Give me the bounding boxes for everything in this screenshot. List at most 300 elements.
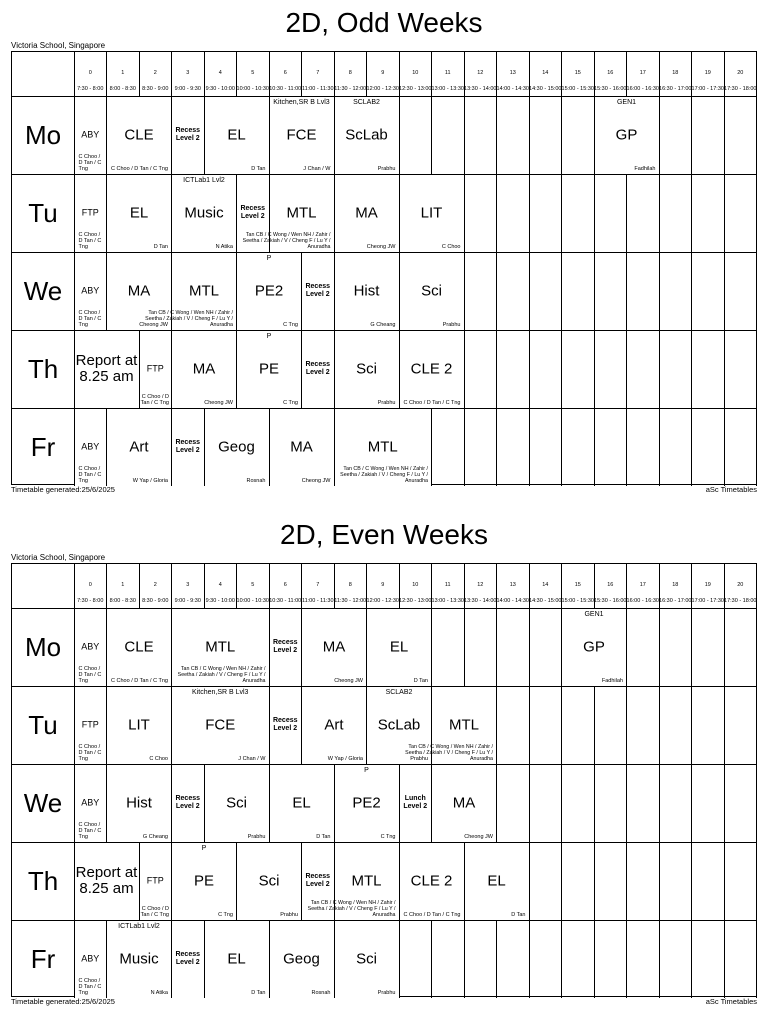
lesson-teacher: Prabhu	[247, 833, 266, 840]
period-number: 6	[283, 582, 287, 588]
period-time: 13:00 - 13:30	[431, 86, 464, 92]
asc-timetables-brand: aSc Timetables	[705, 485, 757, 494]
period-time: 11:00 - 11:30	[301, 598, 334, 604]
lesson-subject: MA	[355, 204, 378, 222]
lesson-cell[interactable]	[171, 921, 205, 998]
lesson-teacher: D Tan	[511, 911, 526, 918]
period-number: 5	[251, 582, 255, 588]
lesson-subject: FCE	[286, 126, 317, 144]
period-time: 8:00 - 8:30	[109, 86, 136, 92]
lesson-cell[interactable]	[399, 331, 465, 408]
lesson-teacher: Cheong JW	[204, 399, 233, 406]
lesson-cell[interactable]	[269, 409, 335, 486]
period-time: 9:00 - 9:30	[174, 86, 201, 92]
lesson-subject: PE2	[254, 282, 284, 300]
lesson-cell[interactable]	[74, 97, 108, 174]
lesson-subject: MA	[192, 360, 216, 378]
lesson-teacher: N Atika	[215, 243, 233, 250]
lesson-subject: Sci	[356, 360, 377, 378]
lesson-room: P	[364, 766, 369, 774]
period-time: 16:00 - 16:30	[626, 86, 659, 92]
lesson-teacher: C Choo / D Tan / C Tng	[140, 393, 169, 406]
period-time: 10:30 - 11:00	[269, 86, 302, 92]
lesson-room: ICTLab1 Lvl2	[183, 176, 225, 184]
lesson-teacher: D Tan	[413, 677, 428, 684]
lesson-teacher: J Chan / W	[238, 755, 266, 762]
lesson-subject: GP	[583, 638, 605, 656]
period-number: 13	[509, 582, 516, 588]
lesson-cell[interactable]	[171, 331, 237, 408]
lesson-teacher: Tan CB / C Wong / Wen NH / Zahir / Seetha / Zakiah / V / Cheng F / Lu Y / Anuradha	[307, 899, 396, 918]
lesson-cell[interactable]	[399, 175, 465, 252]
period-number: 16	[607, 582, 614, 588]
lesson-cell[interactable]	[399, 97, 595, 174]
lesson-cell[interactable]	[106, 409, 172, 486]
period-time: 17:30 - 18:00	[724, 598, 757, 604]
period-number: 9	[381, 582, 385, 588]
period-time: 10:00 - 10:30	[236, 86, 269, 92]
lesson-subject: Recess Level 2	[305, 283, 331, 298]
lesson-subject: Hist	[126, 794, 152, 812]
lesson-subject: Sci	[226, 794, 247, 812]
period-number: 12	[477, 582, 484, 588]
lesson-subject: MA	[452, 794, 476, 812]
lesson-teacher: Tan CB / C Wong / Wen NH / Zahir / Seetha / Zakiah / V / Cheng F / Lu Y / Anuradha	[340, 465, 428, 484]
period-time: 16:30 - 17:00	[659, 598, 692, 604]
lesson-subject: Geog	[218, 438, 255, 456]
lesson-cell[interactable]	[334, 175, 400, 252]
lesson-subject: Report at 8.25 am	[75, 352, 138, 385]
lesson-teacher: C Tng	[283, 321, 298, 328]
lesson-cell[interactable]	[74, 331, 140, 408]
lesson-subject: FTP	[146, 363, 164, 374]
lesson-cell[interactable]	[334, 765, 400, 842]
period-time: 17:00 - 17:30	[691, 598, 724, 604]
lesson-teacher: C Choo / D Tan / C Tng	[403, 399, 461, 406]
lesson-cell[interactable]	[106, 609, 172, 686]
lesson-teacher: W Yap / Gloria	[132, 477, 168, 484]
lesson-cell[interactable]	[431, 765, 497, 842]
lesson-teacher: Tan CB / C Wong / Wen NH / Zahir / Seetha / Zakiah / V / Cheng F / Lu Y / Anuradha	[177, 665, 266, 684]
lesson-cell[interactable]	[301, 331, 335, 408]
period-number: 18	[672, 70, 679, 76]
day-label: Mo	[24, 119, 62, 150]
lesson-subject: Sci	[421, 282, 442, 300]
lesson-subject: Recess Level 2	[175, 127, 201, 142]
lesson-room: Kitchen,SR B Lvl3	[192, 688, 249, 696]
grid-column-line	[724, 564, 725, 998]
lesson-subject: Hist	[353, 282, 380, 300]
lesson-room: P	[266, 254, 272, 262]
period-number: 9	[381, 70, 385, 76]
lesson-subject: FCE	[205, 716, 236, 734]
lesson-cell[interactable]	[464, 843, 530, 920]
lesson-subject: MTL	[189, 282, 219, 300]
period-number: 13	[509, 70, 516, 76]
lesson-teacher: D Tan	[251, 165, 266, 172]
lesson-subject: MTL	[351, 872, 382, 890]
lesson-subject: Sci	[356, 950, 377, 968]
lesson-subject: MTL	[367, 438, 398, 456]
lesson-room: Kitchen,SR B Lvl3	[273, 98, 330, 106]
lesson-cell[interactable]	[106, 175, 172, 252]
day-label: Th	[27, 353, 59, 384]
lesson-subject: EL	[389, 638, 409, 656]
lesson-teacher: Fadhilah	[634, 165, 656, 172]
lesson-cell[interactable]	[171, 765, 205, 842]
lesson-cell[interactable]	[204, 921, 270, 998]
lesson-subject: PE2	[352, 794, 381, 812]
period-number: 2	[153, 582, 157, 588]
grid-column-line	[691, 564, 692, 998]
period-time: 15:30 - 16:00	[594, 598, 627, 604]
lesson-teacher: C Choo / D Tan / C Tng	[111, 165, 168, 172]
lesson-cell[interactable]	[74, 687, 108, 764]
timetable-title: 2D, Even Weeks	[279, 519, 489, 550]
lesson-teacher: C Choo / D Tan / C Tng	[111, 677, 168, 684]
lesson-cell[interactable]	[399, 253, 465, 330]
lesson-teacher: C Tng	[218, 911, 233, 918]
lesson-cell[interactable]	[74, 609, 108, 686]
lesson-cell[interactable]	[171, 843, 237, 920]
lesson-subject: CLE	[124, 638, 154, 656]
period-number: 14	[542, 70, 549, 76]
lesson-teacher: Cheong JW	[464, 833, 493, 840]
lesson-subject: ABY	[81, 797, 100, 808]
period-time: 7:30 - 8:00	[77, 598, 104, 604]
period-number: 20	[737, 582, 744, 588]
period-number: 19	[704, 70, 711, 76]
period-time: 12:00 - 12:30	[366, 598, 399, 604]
lesson-subject: LIT	[128, 716, 150, 734]
period-time: 16:30 - 17:00	[659, 86, 692, 92]
period-number: 7	[316, 582, 320, 588]
lesson-teacher: Tan CB / C Wong / Wen NH / Zahir / Seetha / Zakiah / V / Cheng F / Lu Y / Anuradha	[145, 309, 233, 328]
period-number: 1	[121, 70, 125, 76]
period-time: 11:30 - 12:00	[334, 86, 367, 92]
lesson-teacher: C Tng	[380, 833, 396, 840]
period-number: 0	[88, 582, 92, 588]
lesson-room: GEN1	[616, 98, 637, 106]
lesson-subject: LIT	[420, 204, 443, 222]
day-label: Tu	[28, 197, 58, 228]
period-time: 11:30 - 12:00	[334, 598, 367, 604]
lesson-subject: ABY	[81, 953, 100, 964]
lesson-teacher: G Cheang	[370, 321, 396, 328]
period-time: 9:00 - 9:30	[174, 598, 201, 604]
period-number: 18	[672, 582, 679, 588]
lesson-cell[interactable]	[269, 687, 303, 764]
lesson-cell[interactable]	[269, 97, 335, 174]
period-time: 16:00 - 16:30	[626, 598, 659, 604]
lesson-cell[interactable]	[301, 253, 335, 330]
lesson-cell[interactable]	[301, 687, 367, 764]
period-number: 11	[444, 582, 451, 588]
lesson-subject: Recess Level 2	[175, 951, 201, 966]
period-time: 10:30 - 11:00	[269, 598, 302, 604]
school-name: Victoria School, Singapore	[11, 553, 106, 562]
lesson-teacher: C Choo / D Tan / C Tng	[403, 911, 461, 918]
day-label: Mo	[24, 631, 62, 662]
period-time: 12:30 - 13:00	[399, 86, 432, 92]
lesson-cell[interactable]	[204, 409, 270, 486]
lesson-teacher: C Choo / D Tan / C Tng	[78, 977, 102, 996]
period-number: 10	[412, 582, 419, 588]
lesson-subject: FTP	[146, 875, 164, 886]
lesson-teacher: C Choo / D Tan / C Tng	[78, 231, 102, 250]
lesson-cell[interactable]	[74, 843, 140, 920]
timetable-generated: Timetable generated:25/6/2025	[11, 485, 115, 494]
lesson-subject: MA	[127, 282, 151, 300]
period-time: 14:00 - 14:30	[496, 598, 529, 604]
lesson-teacher: Tan CB / C Wong / Wen NH / Zahir / Seetha / Zakiah / V / Cheng F / Lu Y / Anuradha	[242, 231, 331, 250]
timetable-generated: Timetable generated:25/6/2025	[11, 997, 115, 1006]
grid-column-line	[756, 52, 757, 486]
lesson-teacher: Rosnah	[311, 989, 331, 996]
lesson-subject: Art	[129, 438, 149, 456]
lesson-cell[interactable]	[171, 97, 205, 174]
period-time: 9:30 - 10:00	[205, 598, 235, 604]
period-number: 8	[348, 70, 352, 76]
lesson-subject: MTL	[205, 638, 236, 656]
timetable-grid	[11, 51, 757, 485]
lesson-teacher: D Tan	[316, 833, 331, 840]
lesson-cell[interactable]	[74, 921, 108, 998]
period-time: 8:30 - 9:00	[142, 86, 169, 92]
period-time: 15:30 - 16:00	[594, 86, 627, 92]
lesson-cell[interactable]	[431, 609, 562, 686]
period-number: 11	[444, 70, 451, 76]
lesson-cell[interactable]	[399, 765, 433, 842]
lesson-room: GEN1	[584, 610, 604, 618]
lesson-teacher: W Yap / Gloria	[327, 755, 363, 762]
lesson-room: P	[201, 844, 207, 852]
lesson-cell[interactable]	[139, 843, 173, 920]
period-time: 15:00 - 15:30	[561, 86, 594, 92]
lesson-teacher: Prabhu	[442, 321, 461, 328]
period-number: 17	[639, 582, 646, 588]
asc-timetables-brand: aSc Timetables	[705, 997, 757, 1006]
lesson-subject: FTP	[81, 719, 99, 730]
period-time: 10:00 - 10:30	[236, 598, 269, 604]
period-number: 12	[477, 70, 484, 76]
school-name: Victoria School, Singapore	[11, 41, 106, 50]
period-number: 14	[542, 582, 549, 588]
lesson-cell[interactable]	[334, 97, 400, 174]
lesson-subject: Art	[324, 716, 344, 734]
lesson-subject: ABY	[81, 129, 100, 140]
lesson-subject: Music	[184, 204, 224, 222]
lesson-cell[interactable]	[74, 175, 108, 252]
lesson-cell[interactable]	[334, 253, 400, 330]
grid-column-line	[756, 564, 757, 998]
lesson-room: SCLAB2	[353, 98, 380, 106]
lesson-cell[interactable]	[204, 765, 270, 842]
lesson-subject: PE	[193, 872, 214, 890]
lesson-teacher: C Choo	[441, 243, 461, 250]
lesson-teacher: C Choo / D Tan / C Tng	[78, 465, 102, 484]
lesson-teacher: Prabhu	[377, 989, 396, 996]
period-number: 20	[737, 70, 744, 76]
lesson-cell[interactable]	[334, 331, 400, 408]
lesson-cell[interactable]	[106, 765, 172, 842]
timetable-title: 2D, Odd Weeks	[285, 7, 483, 38]
lesson-subject: ABY	[81, 441, 100, 452]
period-number: 1	[121, 582, 125, 588]
lesson-subject: Recess Level 2	[272, 639, 298, 654]
lesson-cell[interactable]	[171, 609, 270, 686]
lesson-subject: GP	[615, 126, 638, 144]
grid-column-line	[659, 564, 660, 998]
lesson-cell[interactable]	[204, 97, 270, 174]
period-number: 0	[88, 70, 92, 76]
grid-column-line	[691, 52, 692, 486]
lesson-room: ICTLab1 Lvl2	[118, 922, 160, 930]
lesson-subject: Recess Level 2	[175, 439, 201, 454]
period-number: 3	[186, 582, 190, 588]
lesson-teacher: J Chan / W	[303, 165, 331, 172]
period-number: 4	[218, 582, 222, 588]
lesson-subject: MTL	[286, 204, 317, 222]
period-time: 7:30 - 8:00	[77, 86, 104, 92]
lesson-cell[interactable]	[301, 609, 367, 686]
period-time: 13:30 - 14:00	[464, 598, 497, 604]
lesson-cell[interactable]	[74, 409, 108, 486]
lesson-teacher: Cheong JW	[366, 243, 396, 250]
lesson-cell[interactable]	[139, 331, 173, 408]
period-time: 11:00 - 11:30	[301, 86, 334, 92]
lesson-teacher: Fadhilah	[601, 677, 623, 684]
lesson-cell[interactable]	[366, 609, 432, 686]
period-time: 9:30 - 10:00	[205, 86, 235, 92]
period-number: 3	[186, 70, 190, 76]
lesson-subject: Recess Level 2	[305, 361, 331, 376]
lesson-teacher: Tan CB / C Wong / Wen NH / Zahir / Seetha / Zakiah / V / Cheng F / Lu Y / Anuradha	[405, 743, 493, 762]
lesson-teacher: G Cheang	[142, 833, 168, 840]
lesson-subject: Recess Level 2	[175, 795, 201, 810]
period-number: 15	[574, 582, 581, 588]
lesson-subject: ABY	[81, 285, 100, 296]
lesson-subject: MA	[290, 438, 313, 456]
lesson-cell[interactable]	[236, 331, 302, 408]
lesson-cell[interactable]	[399, 843, 465, 920]
lesson-subject: Sci	[258, 872, 280, 890]
grid-column-line	[724, 52, 725, 486]
lesson-teacher: D Tan	[153, 243, 168, 250]
period-number: 6	[283, 70, 287, 76]
lesson-cell[interactable]	[594, 97, 660, 174]
lesson-teacher: C Choo / D Tan / C Tng	[78, 665, 102, 684]
period-number: 7	[316, 70, 320, 76]
lesson-cell[interactable]	[171, 687, 270, 764]
lesson-subject: Recess Level 2	[240, 205, 266, 220]
lesson-teacher: N Atika	[150, 989, 168, 996]
lesson-cell[interactable]	[561, 609, 627, 686]
day-label: Fr	[30, 943, 56, 974]
period-time: 17:30 - 18:00	[724, 86, 757, 92]
day-label: Fr	[30, 431, 56, 462]
lesson-subject: EL	[292, 794, 311, 812]
lesson-teacher: Cheong JW	[334, 677, 363, 684]
lesson-cell[interactable]	[106, 687, 172, 764]
lesson-cell[interactable]	[236, 843, 302, 920]
lesson-cell[interactable]	[334, 409, 433, 486]
lesson-teacher: C Choo / D Tan / C Tng	[78, 821, 102, 840]
lesson-teacher: Prabhu	[410, 755, 428, 762]
lesson-teacher: Prabhu	[377, 165, 396, 172]
period-time: 15:00 - 15:30	[561, 598, 594, 604]
lesson-teacher: C Tng	[283, 399, 298, 406]
lesson-cell[interactable]	[236, 253, 302, 330]
lesson-cell[interactable]	[106, 921, 172, 998]
lesson-teacher: Prabhu	[377, 399, 396, 406]
lesson-subject: ScLab	[345, 126, 388, 144]
day-label: We	[23, 787, 63, 818]
lesson-room: P	[266, 332, 272, 340]
period-number: 15	[574, 70, 581, 76]
period-time: 8:00 - 8:30	[109, 598, 136, 604]
lesson-subject: CLE	[124, 126, 154, 144]
lesson-subject: PE	[258, 360, 279, 378]
lesson-subject: EL	[227, 950, 246, 968]
lesson-subject: Lunch Level 2	[403, 795, 428, 810]
lesson-cell[interactable]	[269, 765, 335, 842]
lesson-teacher: Cheong JW	[139, 321, 168, 328]
lesson-subject: EL	[129, 204, 149, 222]
lesson-subject: Music	[119, 950, 159, 968]
timetable-grid	[11, 563, 757, 997]
lesson-subject: FTP	[81, 207, 99, 218]
period-number: 17	[639, 70, 646, 76]
lesson-teacher: Rosnah	[246, 477, 266, 484]
lesson-cell[interactable]	[269, 921, 335, 998]
lesson-cell[interactable]	[269, 609, 303, 686]
lesson-subject: CLE 2	[410, 360, 453, 378]
lesson-subject: EL	[227, 126, 246, 144]
period-number: 4	[218, 70, 222, 76]
period-number: 10	[412, 70, 419, 76]
period-time: 13:00 - 13:30	[431, 598, 464, 604]
lesson-subject: Recess Level 2	[305, 873, 331, 888]
lesson-cell[interactable]	[171, 175, 237, 252]
lesson-cell[interactable]	[171, 409, 205, 486]
lesson-cell[interactable]	[74, 765, 108, 842]
period-time: 14:00 - 14:30	[496, 86, 529, 92]
lesson-subject: CLE 2	[410, 872, 453, 890]
lesson-cell[interactable]	[106, 97, 172, 174]
period-number: 8	[348, 582, 352, 588]
lesson-teacher: C Choo / D Tan / C Tng	[78, 153, 102, 172]
lesson-subject: Recess Level 2	[272, 717, 298, 732]
period-number: 5	[251, 70, 255, 76]
period-time: 12:00 - 12:30	[366, 86, 399, 92]
lesson-teacher: C Choo / D Tan / C Tng	[140, 905, 169, 918]
lesson-subject: ABY	[81, 641, 100, 652]
lesson-cell[interactable]	[74, 253, 108, 330]
lesson-room: SCLAB2	[385, 688, 413, 696]
day-label: We	[23, 275, 63, 306]
period-time: 8:30 - 9:00	[142, 598, 169, 604]
lesson-teacher: Prabhu	[280, 911, 298, 918]
lesson-cell[interactable]	[334, 921, 400, 998]
period-time: 14:30 - 15:00	[529, 598, 562, 604]
period-time: 17:00 - 17:30	[691, 86, 724, 92]
day-label: Th	[27, 865, 59, 896]
period-number: 2	[153, 70, 157, 76]
period-time: 14:30 - 15:00	[529, 86, 562, 92]
lesson-subject: MA	[322, 638, 346, 656]
lesson-teacher: D Tan	[251, 989, 266, 996]
